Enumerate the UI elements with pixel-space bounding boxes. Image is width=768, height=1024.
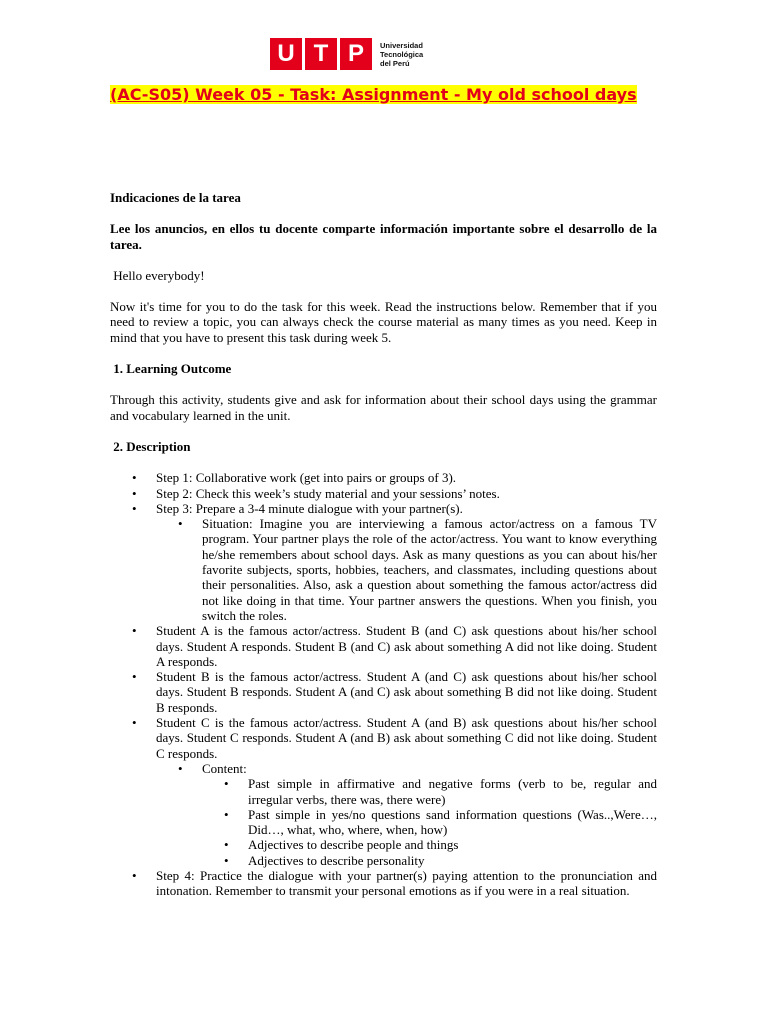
list-item-situation: • Situation: Imagine you are interviewing a famous actor/actress on a famous TV program. Your partner plays the role of the actor/actress. You want to know everything he/she remembers about school days. Ask as many questions as you can about his/her favorite subjects, sports, hobbies, teachers, and classmates, including questions about their personalities. Also, ask a question about something the famous actor/actress did not like doing in that time. Your partner answers the questions. When you finish, you switch the roles. (202, 516, 657, 623)
list-item-student-c (156, 715, 657, 868)
list-item-content (202, 761, 657, 868)
logo-line-1: Universidad (380, 40, 423, 50)
learning-outcome-text: Through this activity, students give and ask for information about their school days using the grammar and vocabulary learned in the unit. (110, 392, 657, 423)
content-item: • Past simple in affirmative and negative forms (verb to be, regular and irregular verbs, there was, there were) (248, 776, 657, 807)
step3-sublist (202, 516, 657, 623)
list-item-step3 (156, 501, 657, 623)
logo-university-name (380, 41, 440, 68)
intro-paragraph: Now it's time for you to do the task for this week. Read the instructions below. Remember that if you need to review a topic, you can always check the course material as many times as you need. Keep in mind that you have to present this task during week 5. (110, 299, 657, 345)
logo-line-3: del Perú (380, 58, 410, 68)
page-title (110, 85, 657, 105)
description-list (156, 470, 657, 898)
list-item-student-b: • Student B is the famous actor/actress. Student A (and C) ask questions about his/her school days. Student B responds. Student A (and C) ask about something B did not like doing. Student B responds. (156, 669, 657, 715)
description-heading: 2. Description (110, 438, 191, 454)
indicaciones-heading: Indicaciones de la tarea (110, 190, 241, 205)
utp-logo (270, 38, 440, 70)
student-c-text: Student C is the famous actor/actress. Student A (and B) ask questions about his/her school days. Student C responds. Student A (and B) ask about something C did not like doing. Student C responds. (156, 715, 657, 761)
logo-letter-p: P (340, 38, 372, 70)
list-item-student-a: • Student A is the famous actor/actress. Student B (and C) ask questions about his/her school days. Student A responds. Student B (and C) ask about something A did not like doing. Student A responds. (156, 623, 657, 669)
step3-text: Step 3: Prepare a 3-4 minute dialogue with your partner(s). (156, 500, 463, 516)
lee-anuncios-text: Lee los anuncios, en ellos tu docente comparte información importante sobre el desarrollo de la tarea. (110, 221, 657, 252)
greeting-text: Hello everybody! (110, 267, 205, 283)
content-item: • Adjectives to describe people and things (248, 837, 657, 852)
learning-outcome-heading: 1. Learning Outcome (110, 361, 232, 377)
document-body (110, 190, 657, 899)
list-item-step2: • Step 2: Check this week’s study material and your sessions’ notes. (156, 486, 657, 501)
list-item-step1: • Step 1: Collaborative work (get into pairs or groups of 3). (156, 470, 657, 485)
logo-letter-u: U (270, 38, 302, 70)
title-text: (AC-S05) Week 05 - Task: Assignment - My old school days (110, 85, 637, 104)
content-sublist (248, 776, 657, 868)
content-item: • Adjectives to describe personality (248, 853, 657, 868)
content-label: Content: (202, 760, 247, 776)
logo-line-2: Tecnológica (380, 49, 424, 59)
logo-letter-t: T (305, 38, 337, 70)
student-c-sublist (202, 761, 657, 868)
content-item: • Past simple in yes/no questions sand information questions (Was..,Were…, Did…, what, who, where, when, how) (248, 807, 657, 838)
list-item-step4: • Step 4: Practice the dialogue with your partner(s) paying attention to the pronunciation and intonation. Remember to transmit your personal emotions as if you were in a real situation. (156, 868, 657, 899)
